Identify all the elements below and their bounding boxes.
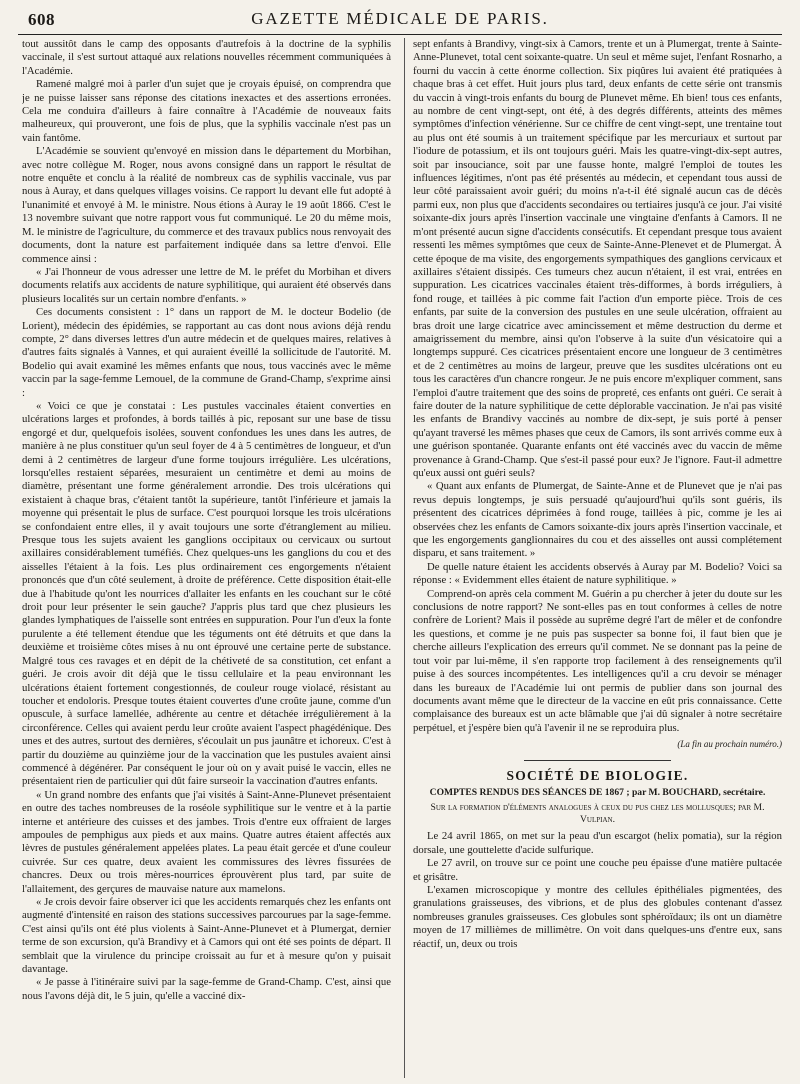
paragraph: Le 24 avril 1865, on met sur la peau d'un escargot (helix pomatia), sur la région dorsale, une gouttelette d'acide sulfurique. xyxy=(413,830,782,856)
section-subheading: COMPTES RENDUS DES SÉANCES DE 1867 ; par M. BOUCHARD, secrétaire. xyxy=(429,786,766,798)
section-divider xyxy=(524,760,672,761)
page-number: 608 xyxy=(28,10,55,29)
paragraph: tout aussitôt dans le camp des opposants d'autrefois à la doctrine de la syphilis vaccinale, il s'est surtout attaqué aux relations nouvelles récemment communiquées à l'Académie. xyxy=(22,38,391,77)
paragraph: « Quant aux enfants de Plumergat, de Sainte-Anne et de Plunevet que je n'ai pas revus depuis longtemps, je suis persuadé qu'aujourd'hui qu'ils sont guéris, ils présentent des cicatrices déprimées à fond rouge, taillées à pic, comme je les ai observées chez les enfants de Camors soixante-dix jours après l'insertion vaccinale, et que les engorgements ganglionnaires du cou et des aisselles ont aussi complétement disparu, et sans traitement. » xyxy=(413,480,782,560)
paragraph: « Je passe à l'itinéraire suivi par la sage-femme de Grand-Champ. C'est, ainsi que nous l'avons déjà dit, le 5 juin, qu'elle a vacciné dix- xyxy=(22,976,391,1002)
paragraph: De quelle nature étaient les accidents observés à Auray par M. Bodelio? Voici sa réponse : « Evidemment elles étaient de nature syphilitique. » xyxy=(413,560,782,587)
paragraph: « J'ai l'honneur de vous adresser une lettre de M. le préfet du Morbihan et divers documents relatifs aux accidents de nature syphilitique, qui auraient été observés dans plusieurs localités sur un certain nombre d'enfants. » xyxy=(22,265,391,305)
paragraph: Ces documents consistent : 1° dans un rapport de M. le docteur Bodelio (de Lorient), médecin des épidémies, se rapportant au cas dont nous avions déjà rendu compte, 2° dans diverses lettres d'un autre médecin et de quelques maires, relatives à d'autres faits signalés à Vannes, et qui auraient éveillé la sollicitude de l'autorité. M. Bodelio qui avait examiné les mêmes enfants que nous, tous vaccinés avec le même vaccin par la sage-femme Lemouel, de la commune de Grand-Champ, s'exprime ainsi : xyxy=(22,306,391,399)
left-column xyxy=(22,38,391,1078)
page-header xyxy=(18,4,782,35)
paragraph: Comprend-on après cela comment M. Guérin a pu chercher à jeter du doute sur les conclusions de notre rapport? Ne sont-elles pas en tout conformes à celles de notre confrère de Lorient? Mais il possède au suprême degré l'art de mêler et de confondre les questions, et comme je ne puis pas suspecter sa bonne foi, il faut bien que je cherche ailleurs l'explication des erreurs qu'il commet. Ne se donnant pas la peine de tout voir par lui-même, il s'en rapporte trop facilement à des renseignements qu'il puise à des sources incompétentes. Les intelligences qu'il a cru devoir se ménager dans les bureaux de l'Académie lui ont permis de publier dans son journal des documents avant même que le directeur de la vaccine en eût pris connaissance. Cette complaisance des bureaux est un acte blâmable que j'ai dû signaler à notre secrétaire perpétuel, et j'espère bien qu'à l'avenir il ne se reproduira plus. xyxy=(413,587,782,734)
paragraph: « Je crois devoir faire observer ici que les accidents remarqués chez les enfants ont augmenté d'intensité en raison des stations successives parcourues par la sage-femme. C'est ainsi qu'ils ont été plus violents à Saint-Anne-Plunevet et à Plumergat, dernier terme de son excursion, qu'à Brandivy et à Camors qui ont été ses points de départ. Il semblait que la virulence du principe croissait au fur et à mesure qu'on y puisait davantage. xyxy=(22,896,391,976)
paragraph: Le 27 avril, on trouve sur ce point une couche peu épaisse d'une matière pultacée et grisâtre. xyxy=(413,857,782,883)
journal-title: GAZETTE MÉDICALE DE PARIS. xyxy=(251,9,549,28)
article-title: Sur la formation d'éléments analogues à ceux du pus chez les mollusques; par M. Vulpian. xyxy=(430,802,765,826)
right-column xyxy=(413,38,782,1078)
column-divider xyxy=(404,38,405,1078)
section-heading: SOCIÉTÉ DE BIOLOGIE. xyxy=(506,767,689,783)
paragraph: Ramené malgré moi à parler d'un sujet que je croyais épuisé, on comprendra que je ne puisse laisser sans réponse des citations inexactes et des assertions erronées. Cela me conduira d'ailleurs à faire connaître à l'Académie de nouveaux faits malheureux, qui prouveront, une fois de plus, que la syphilis vaccinale n'est pas un vain fantôme. xyxy=(22,78,391,144)
paragraph: sept enfants à Brandivy, vingt-six à Camors, trente et un à Plumergat, trente à Sainte-Anne-Plunevet, total cent soixante-quatre. Un seul et même sujet, l'enfant Rosnarho, a fourni du vaccin à cette énorme collection. Six piqûres lui avaient été pratiquées à chaque bras à cet effet. Huit jours plus tard, deux enfants de cette série ont transmis du vaccin à vingt-trois enfants du bourg de Plunevet même. Eh bien! tous ces enfants, au nombre de cent vingt-sept, ont été, à des degrés différents, atteints des mêmes symptômes d'infection vénérienne. Sur ce chiffre de cent vingt-sept, une trentaine tout au plus ont été soumis à un traitement spécifique par les mercuriaux et surtout par l'iodure de potassium, et ils ont toujours guéri. Mais les quatre-vingt-dix-sept autres, soit par insouciance, soit par une fausse honte, malgré l'emploi de toutes les influences légitimes, n'ont pas été présentés au médecin, et cependant tous aussi de leur côté paraissaient avoir guéri; du moins n'a-t-il été signalé aucun cas de décès parmi eux, non plus que d'accidents secondaires ou tertiaires jusqu'à ce jour. J'ai visité soixante-dix jours après l'insertion vaccinale une vingtaine d'enfants à Camors. Il ne m'ont présenté aucun signe d'accidents consécutifs. Et cependant presque tous avaient ressenti les mêmes symptômes que ceux de Sainte-Anne-Plenevet et de Plumergat. À cette époque de ma visite, des engorgements sympathiques des ganglions cervicaux et axillaires s'étaient dissipés. Ces tumeurs chez aucun n'étaient, il est vrai, entrées en suppuration. Les cicatrices vaccinales étaient très-difformes, à bords irréguliers, à fond rouge, et taillées à pic comme fait l'action d'un emporte pièce. Trois de ces enfants, par suite de la conversion des pustules en une seule ulcération, offraient au bras droit une large cicatrice avec amincissement et même destruction du derme et amaigrissement du membre, ainsi qu'on l'observe à la suite d'un vésicatoire qui a longtemps suppuré. Ces cicatrices présentaient encore une longueur de 3 centimètres et de 2 centimètres au moins de largeur, preuve que les susdites ulcérations ont eu tous les caractères d'un chancre rongeur. Je ne puis encore m'expliquer comment, sans l'emploi d'autre traitement que des soins de propreté, ces enfants ont guéri. Ce serait à faire douter de la nature syphilitique de cette déplorable vaccination. Je n'ai pas visité les enfants de Brandivy vaccinés au nombre de dix-sept, je suis porté à penser qu'ayant traversé les mêmes phases que ceux de Camors, ils sont arrivés comme eux à une guérison spontanée. Quarante enfants ont été vaccinés avec du vaccin de même provenance à Grand-Champ. Que s'est-il passé pour eux? Je l'ignore. Faut-il admettre qu'eux aussi ont guéri seuls? xyxy=(413,38,782,479)
paragraph: L'examen microscopique y montre des cellules épithéliales pigmentées, des granulations graisseuses, des vibrions, et de plus des globules contenant d'assez nombreuses granules graisseuses. Ces globules sont sphéroïdaux; ils ont un diamètre moyen de 17 millièmes de millimètre. On voit dans quelques-uns d'entre eux, sans réactif, un, deux ou trois xyxy=(413,883,782,950)
paragraph: L'Académie se souvient qu'envoyé en mission dans le département du Morbihan, avec notre collègue M. Roger, nous avons consigné dans un rapport le résultat de notre enquête et conclu à la réalité de nombreux cas de syphilis vaccinale, vus par nous à Auray, et dans quelques villages voisins. Ce rapport lu devant elle fut adopté à l'unanimité et envoyé à M. le ministre. Nous étions à Auray le 19 août 1866. C'est le 13 novembre suivant que notre rapport vous fut communiqué. Le 20 du même mois, M. le ministre de l'agriculture, du commerce et des travaux publics nous renvoyait des documents, dont la nature est parfaitement indiquée dans sa lettre d'envoi. Elle commence ainsi : xyxy=(22,145,391,265)
continuation-note: (La fin au prochain numéro.) xyxy=(677,739,782,750)
paragraph: « Un grand nombre des enfants que j'ai visités à Saint-Anne-Plunevet présentaient en outre des taches nombreuses de la roséole syphilitique sur le ventre et à la partie interne et antérieure des cuisses et des jambes. Trois d'entre eux offraient de larges ampoules de pemphigus aux pieds et aux mains. Quatre autres étaient affectés aux lèvres de pustules généralement appelées plates. La peau était gercée et d'une couleur cuivrée. Sur ces quatre, deux avaient les commissures des lèvres fissurées de chancres. Deux ou trois mères-nourrices éprouvèrent plus tard, par suite de l'allaitement, des gerçures de mauvaise nature aux mamelons. xyxy=(22,788,391,895)
paragraph: « Voici ce que je constatai : Les pustules vaccinales étaient converties en ulcérations larges et profondes, à bords taillés à pic, reposant sur une base de tissu engorgé et dur, quelquefois isolées, souvent confondues les unes dans les autres, de manière à ne plus constituer qu'un seul foyer de 4 à 5 centimètres de longueur, et d'un demi à 2 centimètres de largeur d'une forme toujours irrégulière. Les ulcérations, lorsqu'elles restaient séparées, mesuraient un centimètre et demi au moins de diamètre, présentant une forme généralement arrondie. Des trois ulcérations qui existaient à chaque bras, c'étaient tantôt la supérieure, tantôt l'inférieure et jamais la moyenne qui présentait le plus de surface. C'est pourquoi lorsque les trois ulcérations se confondaient entre elles, il y avait toujours une sorte d'étranglement au milieu. Presque tous les sujets avaient les ganglions occipitaux ou cervicaux ou surtout axillaires considérablement tuméfiés. Chez quelques-uns les ganglions du cou et des aisselles l'étaient à la fois. Les plus ordinairement ces engorgements n'étaient prononcés que d'un côté seulement, à droite de préférence. Cette disposition était-elle due à l'habitude qu'ont les nourrices d'allaiter les enfants en les couchant sur le côté droit pour leur présenter le sein gauche? J'appris plus tard que chez plusieurs les glandes lymphatiques de l'aisselle sont entrées en suppuration. Pour l'un d'eux la fonte purulente a été tellement étendue que les téguments ont été détruits et que dans la deuxième et troisième côtes mises à nu ont éprouvé une certaine perte de substance. Malgré tous ces ravages et en dépit de la chétiveté de sa constitution, cet enfant a guéri. Je crois avoir dit déjà que le tissu cellulaire et la peau environnant les ulcérations étaient fortement congestionnés, de couleur rouge violacé, résistant au toucher et endoloris. Presque toutes étaient couvertes d'une croûte jaune, comme d'un opuscule, à surface lamellée, adhérente au centre et détachée irrégulièrement à la circonférence. Celles qui avaient perdu leur croûte avaient l'aspect phagédénique. Des unes et des autres, surtout des dernières, s'écoulait un pus jaunâtre et ichoreux. C'est à partir du douzième au quinzième jour de la vaccination que les pustules avaient ainsi commencé à dégénérer. Par conséquent le jour où on y avait puisé le vaccin, elles ne présentaient rien de particulier qui dût faire surseoir la vaccination d'autres enfants. xyxy=(22,399,391,788)
